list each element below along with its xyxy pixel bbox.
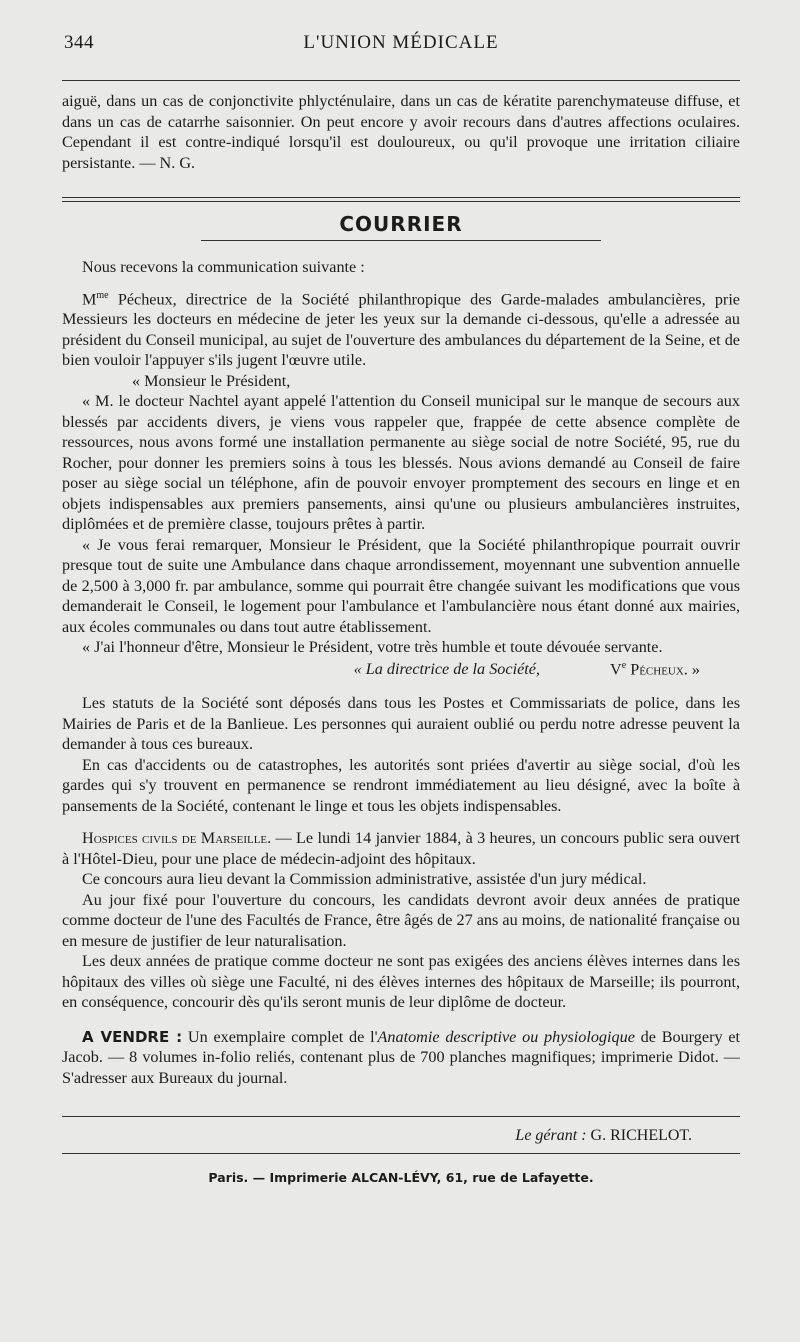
hospices-paragraph-4: Les deux années de pratique comme docteur ne sont pas exigées des anciens élèves internes dans les hôpitaux des villes où siège une Faculté, ni des élèves internes des hôpitaux de Marseille; ils pourront, en conséquence, concourir dès qu'ils seront munis de leur diplôme de docteur. [62, 952, 740, 1012]
hospices-lead: Hospices civils de Marseille. [82, 829, 272, 848]
vendre-book-title: Anatomie descriptive ou physiologique [377, 1027, 635, 1046]
vendre-pre: Un exemplaire complet de l' [182, 1027, 378, 1046]
hospices-paragraph-2: Ce concours aura lieu devant la Commission administrative, assistée d'un jury médical. [82, 870, 647, 889]
vendre-post: de Bourgery et Jacob. — 8 volumes in-folio reliés, contenant plus de 700 planches magnifiques; imprimerie Didot. — S'adresser aux Bureaux du journal. [62, 1027, 740, 1087]
letter-paragraph-2: « Je vous ferai remarquer, Monsieur le Président, que la Société philanthropique pourrait ouvrir presque tout de suite une Ambulance dans chaque arrondissement, moyennant une subvention annuelle de 2,500 à 3,000 fr. par ambulance, somme qui pourrait être changée suivant les modifications que vous demanderait le Conseil, le logement pour l'ambulance et l'ambulancière nous étant donné aux mairies, aux écoles communales ou dans tout autre établissement. [62, 535, 740, 636]
imprint-line: Paris. — Imprimerie ALCAN-LÉVY, 61, rue de Lafayette. [208, 1170, 594, 1186]
signature-name-sup: e [621, 659, 627, 671]
gerant-line [62, 1127, 740, 1145]
letter-signature [62, 660, 740, 679]
gerant-name: G. RICHELOT. [586, 1127, 692, 1145]
courrier-intro: Nous recevons la communication suivante : [82, 258, 365, 276]
title-abbrev: M [82, 289, 97, 308]
vendre-paragraph [62, 1027, 740, 1089]
running-head [62, 28, 740, 58]
accidents-paragraph: En cas d'accidents ou de catastrophes, les autorités sont priées d'avertir au siège social, d'où les gardes qui s'y trouvent en permanence se rendront immédiatement au lieu désigné, avec la boîte à pansements de la Société, contenant le linge et tous les objets indispensables. [62, 755, 740, 815]
title-abbrev-sup: me [96, 289, 109, 301]
letter-salutation: « Monsieur le Président, [132, 371, 291, 390]
page-number: 344 [64, 32, 94, 53]
signature-name: Pécheux. » [626, 660, 700, 679]
courrier-request [62, 286, 740, 371]
signature-name-prefix: V [609, 660, 622, 679]
section-title-rule [201, 240, 601, 241]
header-rule [62, 80, 740, 81]
hospices-paragraph-1 [62, 828, 740, 869]
letter-paragraph-1: « M. le docteur Nachtel ayant appelé l'attention du Conseil municipal sur le manque de secours aux blessés par accidents divers, je viens vous rappeler que, frappée de cette absence complète de ressources, nous avons formé une installation permanente au siège social de notre Société, 95, rue du Rocher, pour donner les premiers soins à tous les blessés. Nous avions demandé au Conseil de faire poser au siège social un téléphone, afin de pouvoir envoyer promptement des secours en linge et en objets indispensables aux premiers pansements, ainsi qu'une ou plusieurs ambulancières instruites, diplômées et de première classe, toujours prêtes à partir. [62, 392, 740, 534]
signature-role: « La directrice de la Société, [353, 660, 540, 679]
intro-paragraph: aiguë, dans un cas de conjonctivite phlycténulaire, dans un cas de kératite parenchymateuse diffuse, et dans un cas de catarrhe saisonnier. On peut encore y avoir recours dans d'autres affections oculaires. Cependant il est contre-indiqué lorsqu'il est douloureux, ou qu'il provoque une irritation ciliaire persistante. — N. G. [62, 92, 740, 172]
vendre-lead: A VENDRE : [82, 1027, 183, 1046]
section-divider [62, 197, 740, 202]
letter-paragraph-3: « J'ai l'honneur d'être, Monsieur le Président, votre très humble et toute dévouée servante. [82, 638, 663, 657]
hospices-paragraph-3: Au jour fixé pour l'ouverture du concours, les candidats devront avoir deux années de pratique comme docteur de l'une des Facultés de France, être âgés de 27 ans au moins, de nationalité française ou en mesure de justifier de leur naturalisation. [62, 890, 740, 950]
courrier-request-text: Pécheux, directrice de la Société philanthropique des Garde-malades ambulancières, prie Messieurs les docteurs en médecine de jeter les yeux sur la demande ci-dessous, qu'elle a adressée au président du Conseil municipal, au sujet de l'ouverture des ambulances du département de la Seine, et de bien vouloir l'appuyer s'ils jugent l'œuvre utile. [62, 289, 740, 370]
statuts-paragraph: Les statuts de la Société sont déposés dans tous les Postes et Commissariats de police, dans les Mairies de Paris et de la Banlieue. Les personnes qui auraient oublié ou perdu notre adresse peuvent la demander à tous ces bureaux. [62, 694, 740, 754]
section-title: COURRIER [339, 212, 463, 236]
footer-rule [62, 1116, 740, 1117]
footer-rule-2 [62, 1153, 740, 1154]
journal-title: L'UNION MÉDICALE [303, 32, 499, 53]
gerant-label: Le gérant : [515, 1127, 587, 1145]
hospices-text: — Le lundi 14 janvier 1884, à 3 heures, un concours public sera ouvert à l'Hôtel-Dieu, pour une place de médecin-adjoint des hôpitaux. [62, 829, 740, 868]
